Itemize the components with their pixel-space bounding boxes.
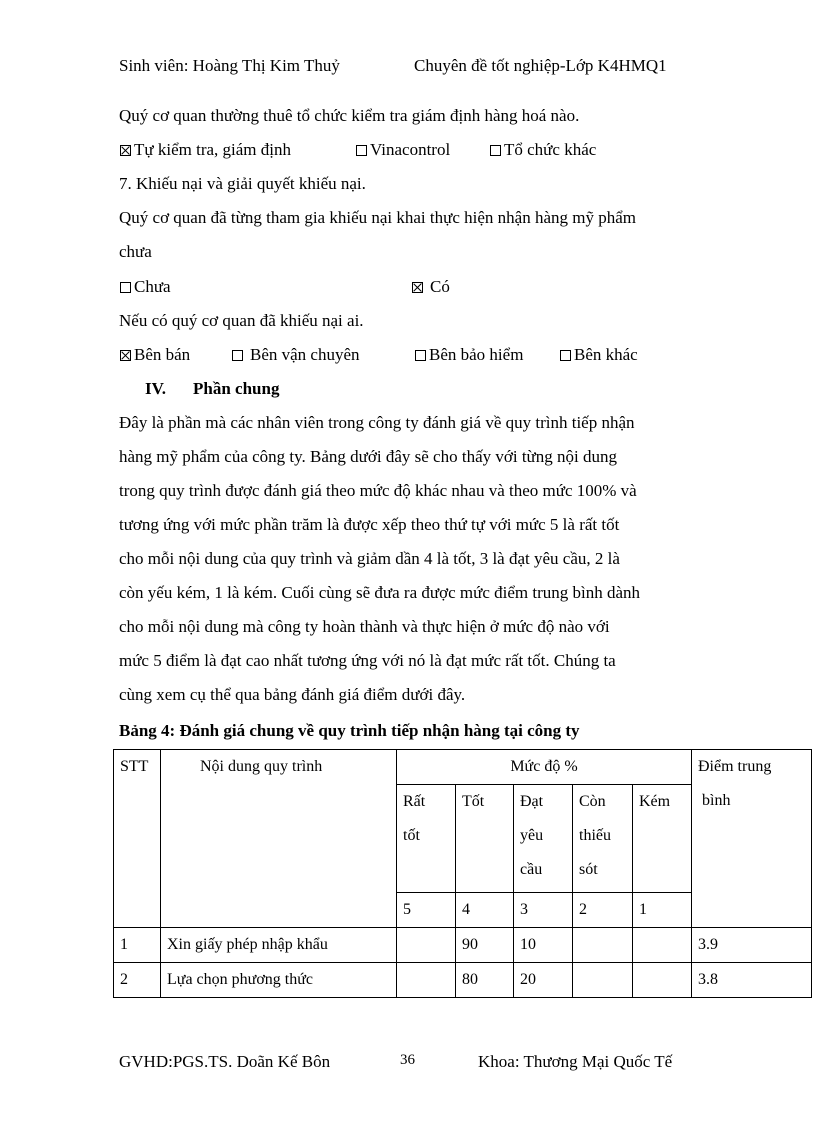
section-iv-title: Phần chung xyxy=(193,379,280,398)
row-v1 xyxy=(633,963,692,998)
paragraph-line: Đây là phần mà các nhân viên trong công ty đánh giá về quy trình tiếp nhận xyxy=(119,413,635,432)
paragraph-line: cho mỗi nội dung của quy trình và giảm dần 4 là tốt, 3 là đạt yêu cầu, 2 là xyxy=(119,549,620,568)
header-thesis: Chuyên đề tốt nghiệp-Lớp K4HMQ1 xyxy=(414,56,667,75)
level-label: thiếu xyxy=(579,827,611,844)
paragraph-line: cho mỗi nội dung mà công ty hoàn thành và thực hiện ở mức độ nào với xyxy=(119,617,610,636)
option-label: Chưa xyxy=(134,277,171,296)
option-no[interactable] xyxy=(120,277,171,297)
paragraph-line: hàng mỹ phẩm của công ty. Bảng dưới đây sẽ cho thấy với từng nội dung xyxy=(119,447,617,466)
paragraph-line: mức 5 điểm là đạt cao nhất tương ứng với nó là đạt mức rất tốt. Chúng ta xyxy=(119,651,616,670)
level-label: Kém xyxy=(639,793,671,810)
page-number: 36 xyxy=(400,1052,415,1068)
table-row xyxy=(114,928,812,963)
question-inspection: Quý cơ quan thường thuê tổ chức kiểm tra giám định hàng hoá nào. xyxy=(119,106,580,125)
level-label: Rất xyxy=(403,793,426,810)
evaluation-table xyxy=(113,749,812,998)
option-label: Tự kiểm tra, giám định xyxy=(134,140,291,159)
option-self-inspection[interactable] xyxy=(120,140,291,160)
table-caption: Bảng 4: Đánh giá chung về quy trình tiếp nhận hàng tại công ty xyxy=(119,721,580,740)
paragraph-line: cùng xem cụ thể qua bảng đánh giá điểm dưới đây. xyxy=(119,685,466,704)
row-average: 3.9 xyxy=(692,928,812,963)
level-label: yêu xyxy=(520,827,544,844)
row-v3: 20 xyxy=(514,963,573,998)
option-label: Bên bán xyxy=(134,345,191,364)
score-5: 5 xyxy=(397,893,456,928)
option-other-org[interactable] xyxy=(490,140,596,160)
option-label: Bên khác xyxy=(574,345,638,364)
empty-box-icon xyxy=(415,350,426,361)
question-complaint: Quý cơ quan đã từng tham gia khiếu nại khai thực hiện nhận hàng mỹ phẩm xyxy=(119,208,636,227)
row-v3: 10 xyxy=(514,928,573,963)
empty-box-icon xyxy=(356,145,367,156)
row-stt: 2 xyxy=(114,963,161,998)
section-iv-number: IV. xyxy=(145,379,166,398)
header-student: Sinh viên: Hoàng Thị Kim Thuỷ xyxy=(119,56,340,75)
level-label: Còn xyxy=(579,793,606,810)
checked-box-icon xyxy=(120,145,131,156)
level-good xyxy=(456,785,514,893)
checked-box-icon xyxy=(412,282,423,293)
score-1: 1 xyxy=(633,893,692,928)
option-label: Có xyxy=(430,277,450,296)
section-iv-paragraph xyxy=(119,406,699,712)
checked-box-icon xyxy=(120,350,131,361)
header-level xyxy=(397,750,692,785)
header-content xyxy=(161,750,397,928)
option-label: Bên vận chuyên xyxy=(250,345,360,364)
option-label: Bên bảo hiểm xyxy=(429,345,524,364)
paragraph-line: trong quy trình được đánh giá theo mức độ khác nhau và theo mức 100% và xyxy=(119,481,637,500)
empty-box-icon xyxy=(560,350,571,361)
footer-faculty: Khoa: Thương Mại Quốc Tế xyxy=(478,1052,673,1071)
section-7-heading: 7. Khiếu nại và giải quyết khiếu nại. xyxy=(119,174,366,193)
option-label: Tổ chức khác xyxy=(504,140,597,159)
option-seller[interactable] xyxy=(120,345,190,365)
table-row xyxy=(114,963,812,998)
row-content: Xin giấy phép nhập khẩu xyxy=(161,928,397,963)
row-v2 xyxy=(573,963,633,998)
row-v4: 80 xyxy=(456,963,514,998)
score-2: 2 xyxy=(573,893,633,928)
level-label: tốt xyxy=(403,827,420,844)
paragraph-line: tương ứng với mức phần trăm là được xếp theo thứ tự với mức 5 là rất tốt xyxy=(119,515,620,534)
header-average xyxy=(692,750,812,928)
row-stt: 1 xyxy=(114,928,161,963)
level-satisfactory xyxy=(514,785,573,893)
question-complaint-cont: chưa xyxy=(119,242,152,261)
level-label: cầu xyxy=(520,861,543,878)
question-whom: Nếu có quý cơ quan đã khiếu nại ai. xyxy=(119,311,364,330)
empty-box-icon xyxy=(120,282,131,293)
header-level-label: Mức độ % xyxy=(510,758,578,775)
row-v2 xyxy=(573,928,633,963)
header-stt: STT xyxy=(114,750,161,928)
row-v1 xyxy=(633,928,692,963)
option-carrier[interactable] xyxy=(232,345,360,365)
option-yes[interactable] xyxy=(412,277,450,297)
footer-supervisor: GVHD:PGS.TS. Doãn Kế Bôn xyxy=(119,1052,331,1071)
row-v4: 90 xyxy=(456,928,514,963)
header-content-label: Nội dung quy trình xyxy=(200,758,323,775)
level-label: sót xyxy=(579,861,598,878)
paragraph-line: còn yếu kém, 1 là kém. Cuối cùng sẽ đưa ra được mức điểm trung bình dành xyxy=(119,583,641,602)
header-average-line1: Điểm trung xyxy=(698,758,772,775)
option-vinacontrol[interactable] xyxy=(356,140,450,160)
level-poor xyxy=(633,785,692,893)
level-label: Tốt xyxy=(462,793,485,810)
option-label: Vinacontrol xyxy=(370,140,451,159)
level-lacking xyxy=(573,785,633,893)
score-4: 4 xyxy=(456,893,514,928)
row-content: Lựa chọn phương thức xyxy=(161,963,397,998)
row-v5 xyxy=(397,928,456,963)
score-3: 3 xyxy=(514,893,573,928)
empty-box-icon xyxy=(490,145,501,156)
option-other-party[interactable] xyxy=(560,345,638,365)
header-average-line2: bình xyxy=(702,792,731,809)
option-insurer[interactable] xyxy=(415,345,523,365)
empty-box-icon xyxy=(232,350,243,361)
row-v5 xyxy=(397,963,456,998)
level-very-good xyxy=(397,785,456,893)
level-label: Đạt xyxy=(520,793,544,810)
row-average: 3.8 xyxy=(692,963,812,998)
